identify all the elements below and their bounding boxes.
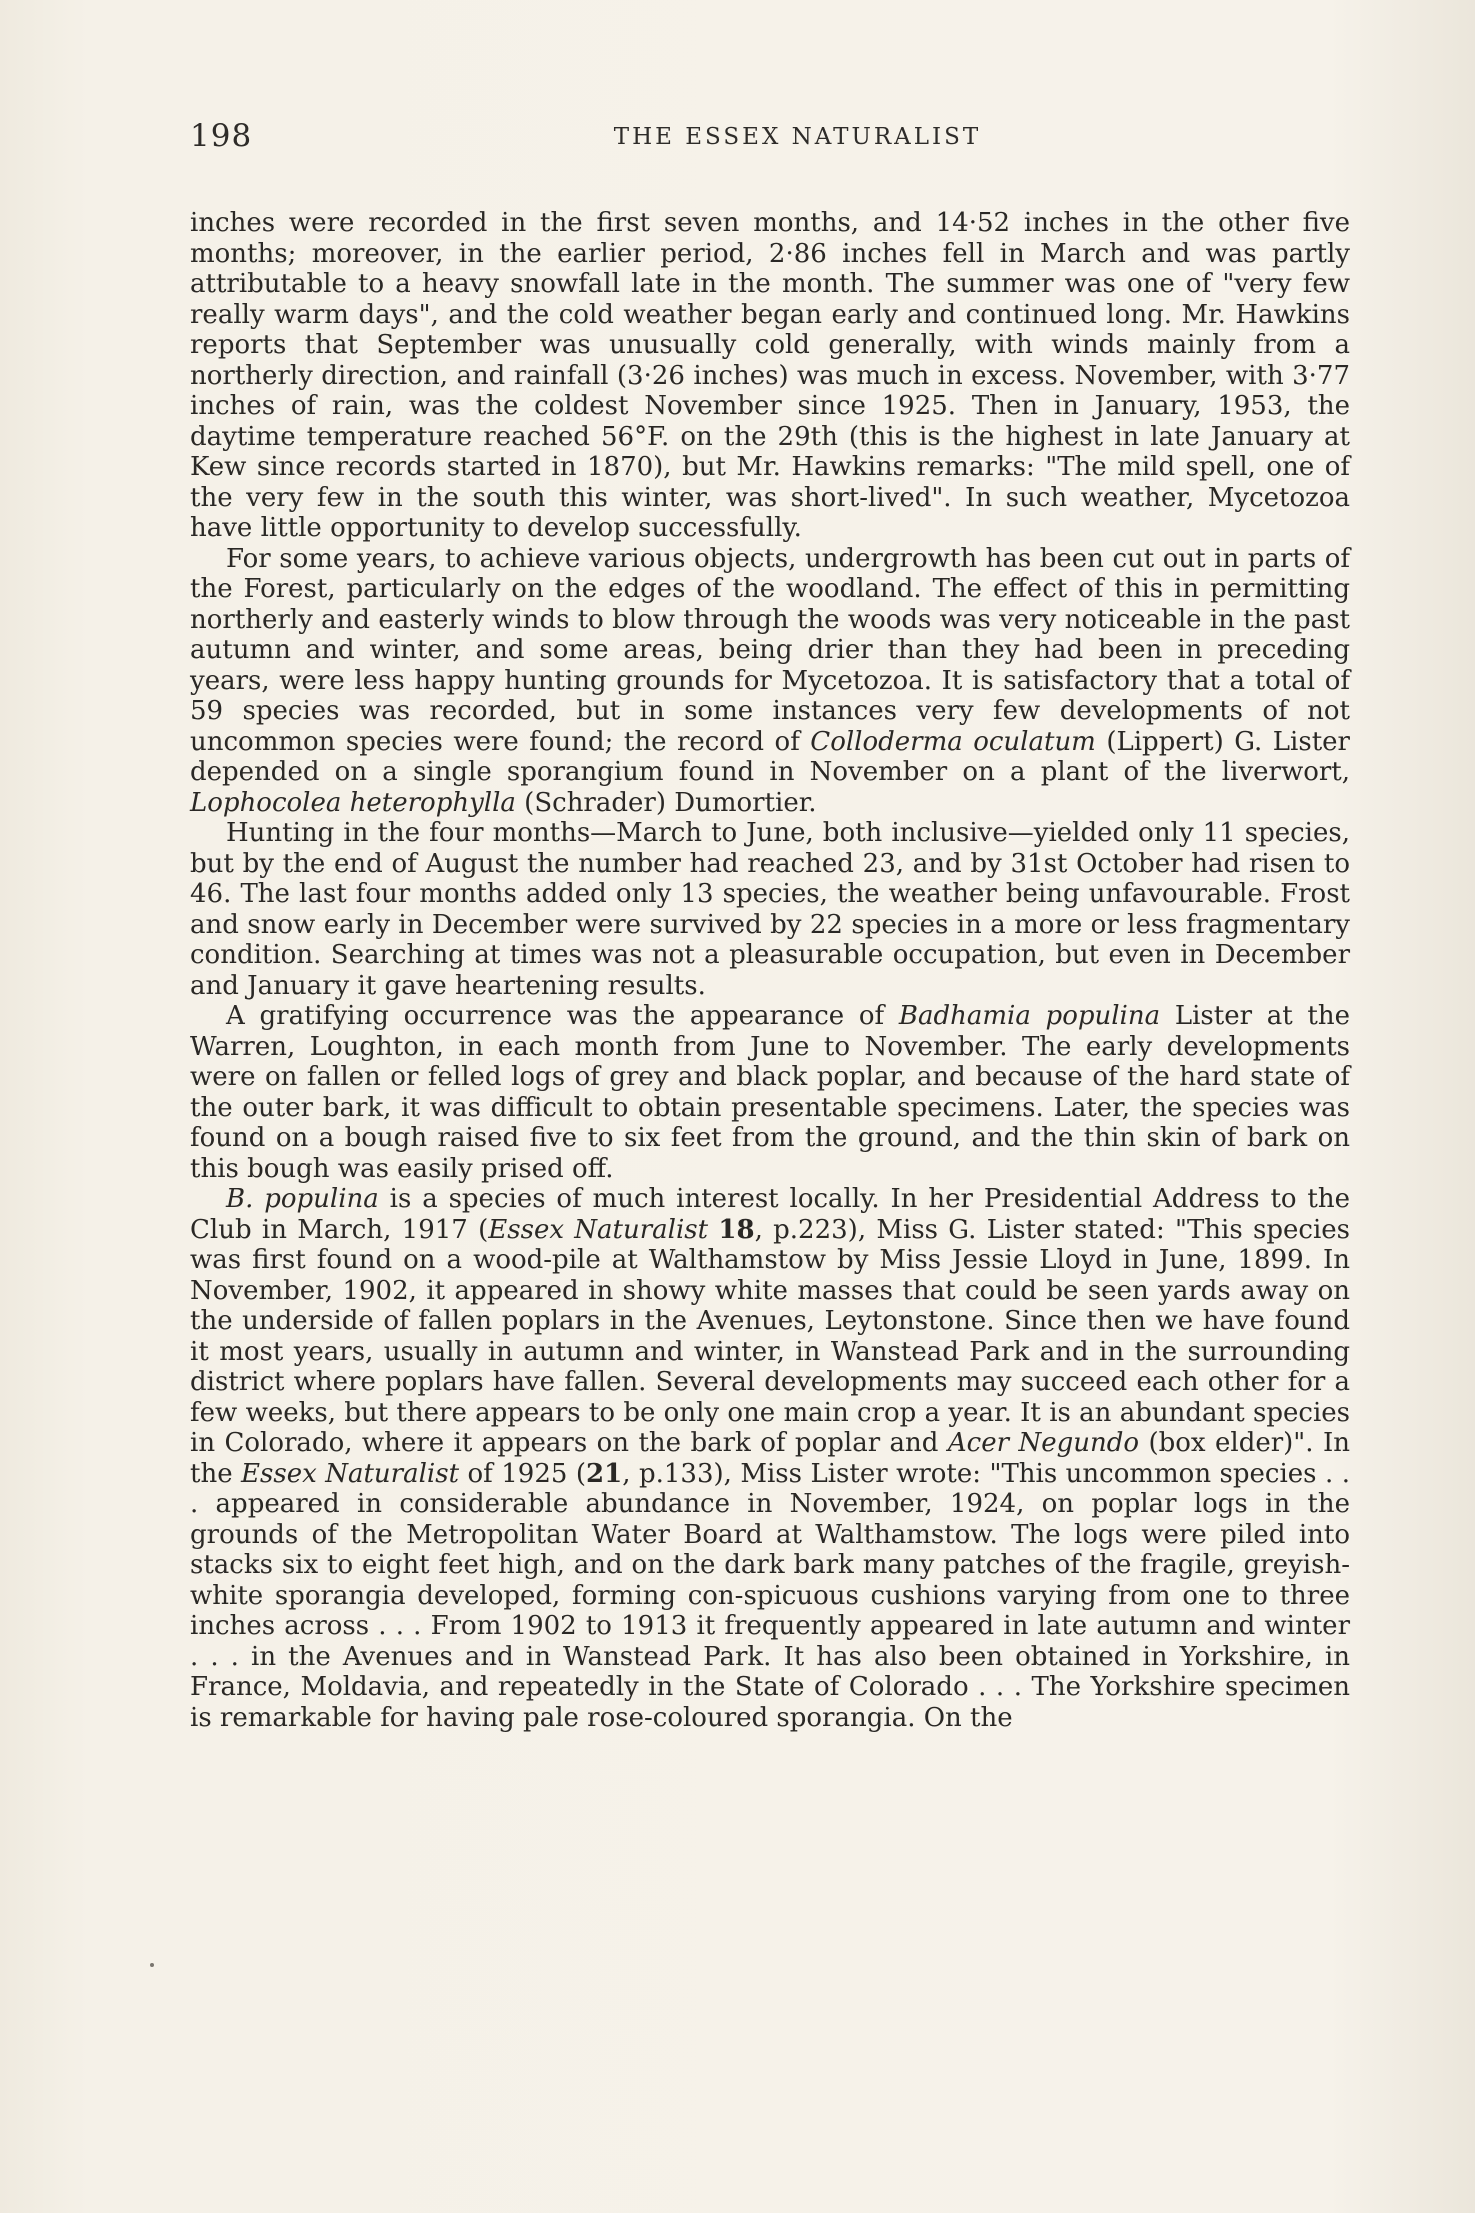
margin-mark (150, 1963, 154, 1967)
text-run: For some years, to achieve various objects, undergrowth has been cut out in parts of the Forest, particularly on the edges of the woodland. The effect of this in permitting northerly and easterly winds to blow through the woods was very noticeable in the past autumn and winter, and some areas, being drier than they had been in preceding years, were less happy hunting grounds for Mycetozoa. It is satisfactory that a total of 59 species was recorded, but in some instances very few developments of not uncommon species were found; the record of (190, 543, 1350, 757)
text-run: Hunting in the four months—March to June, both inclusive—yielded only 11 species, but by the end of August the number had reached 23, and by 31st October had risen to 46. The last four months added only 13 species, the weather being unfavourable. Frost and snow early in December were survived by 22 species in a more or less fragmentary condition. Searching at times was not a pleasurable occupation, but even in December and January it gave heartening results. (190, 818, 1350, 1001)
bold-text: 18 (718, 1214, 755, 1245)
text-run: , p.223), Miss G. Lister stated: "This species was first found on a wood-pile at Walthamstow by Miss Jessie Lloyd in June, 1899. In November, 1902, it appeared in showy white masses that could be seen yards away on the underside of fallen poplars in the Avenues, Leytonstone. Since then we have found it most years, usually in autumn and winter, in Wanstead Park and in the surrounding district where poplars have fallen. Several developments may succeed each other for a few weeks, but there appears to be only one main crop a year. It is an abundant species in Colorado, where it appears on the bark of poplar and (190, 1214, 1350, 1458)
page-number: 198 (190, 118, 253, 154)
italic-text: Badhamia populina (898, 1001, 1161, 1031)
paragraph-p4 (190, 1001, 1350, 1184)
paragraph-p2 (190, 544, 1350, 819)
page-header (190, 118, 1350, 158)
italic-text: Acer Negundo (947, 1428, 1140, 1458)
text-run: (Schrader) Dumortier. (515, 787, 817, 818)
italic-text: Lophocolea heterophylla (190, 787, 516, 818)
paragraph-p1 (190, 208, 1350, 544)
paragraph-p3 (190, 818, 1350, 1001)
text-run: of 1925 ( (459, 1458, 587, 1489)
text-run: inches were recorded in the first seven months, and 14·52 inches in the other five months; moreover, in the earlier period, 2·86 inches fell in March and was partly attributable to a heavy snowfall late in the month. The summer was one of "very few really warm days", and the cold weather began early and continued long. Mr. Hawkins reports that September was unusually cold generally, with winds mainly from a northerly direction, and rainfall (3·26 inches) was much in excess. November, with 3·77 inches of rain, was the coldest November since 1925. Then in January, 1953, the daytime temperature reached 56°F. on the 29th (this is the highest in late January at Kew since records started in 1870), but Mr. Hawkins remarks: "The mild spell, one of the very few in the south this winter, was short-lived". In such weather, Mycetozoa have little opportunity to develop successfully. (190, 208, 1350, 543)
italic-text: Essex Naturalist (241, 1458, 460, 1489)
text-run: is a species of much interest locally. In her Presidential Address to the Club in March, 1917 ( (190, 1184, 1351, 1245)
running-head: THE ESSEX NATURALIST (613, 124, 982, 150)
paragraph-p5 (190, 1184, 1350, 1733)
italic-text: Colloderma oculatum (810, 726, 1096, 757)
text-run: Lister at the Warren, Loughton, in each month from June to November. The early developments were on fallen or felled logs of grey and black poplar, and because of the hard state of the outer bark, it was difficult to obtain presentable specimens. Later, the species was found on a bough raised five to six feet from the ground, and the thin skin of bark on this bough was easily prised off. (190, 1001, 1350, 1184)
text-run: (box elder)". In the (190, 1428, 1350, 1489)
text-run (708, 1215, 718, 1245)
text-run: , p.133), Miss Lister wrote: "This uncommon species . . . appeared in considerable abundance in November, 1924, on poplar logs in the grounds of the Metropolitan Water Board at Walthamstow. The logs were piled into stacks six to eight feet high, and on the dark bark many patches of the fragile, greyish-white sporangia developed, forming con-spicuous cushions varying from one to three inches across . . . From 1902 to 1913 it frequently appeared in late autumn and winter . . . in the Avenues and in Wanstead Park. It has also been obtained in Yorkshire, in France, Moldavia, and repeatedly in the State of Colorado . . . The Yorkshire specimen is remarkable for having pale rose-coloured sporangia. On the (190, 1458, 1350, 1733)
text-run: A gratifying occurrence was the appearance of (226, 1001, 899, 1031)
bold-text: 21 (586, 1458, 623, 1489)
text-run: (Lippert) G. Lister depended on a single sporangium found in November on a plant of the liverwort, (190, 726, 1350, 787)
italic-text: Essex Naturalist (488, 1214, 709, 1245)
italic-text: B. populina (226, 1184, 379, 1214)
body-text (190, 208, 1350, 1733)
